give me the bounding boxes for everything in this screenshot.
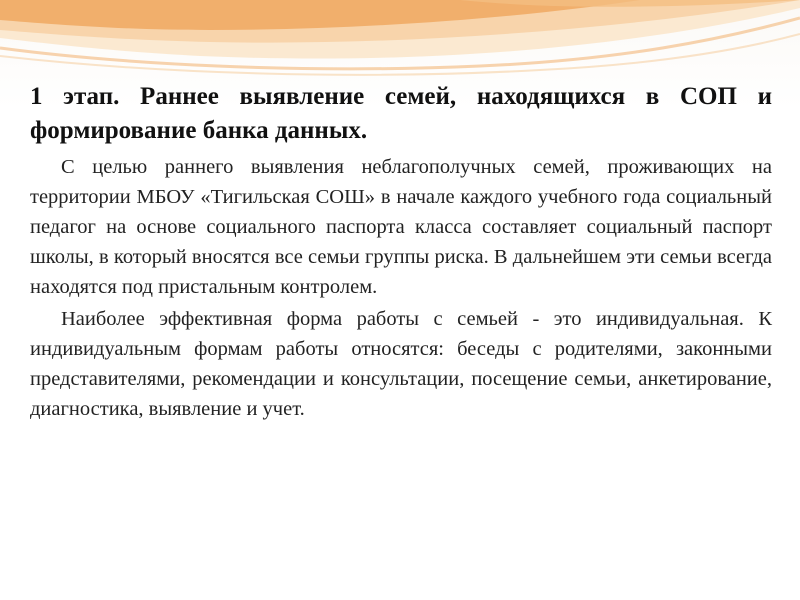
paragraph-2: Наиболее эффективная форма работы с семьей - это индивидуальная. К индивидуальным формам работы относятся: беседы с родителями, законными представителями, рекомендации и консультации, посещение семьи, анкетирование, диагностика, выявление и учет. (30, 308, 772, 420)
paragraph-1: С целью раннего выявления неблагополучных семей, проживающих на территории МБОУ «Тигильская СОШ» в начале каждого учебного года социальный педагог на основе социального паспорта класса составляет социальный паспорт школы, в который вносятся все семьи группы риска. В дальнейшем эти семьи всегда находятся под пристальным контролем. (30, 156, 772, 298)
header-wave-decoration (0, 0, 800, 90)
slide-title: 1 этап. Раннее выявление семей, находящихся в СОП и формирование банка данных. (30, 83, 772, 144)
slide-content (30, 80, 772, 426)
